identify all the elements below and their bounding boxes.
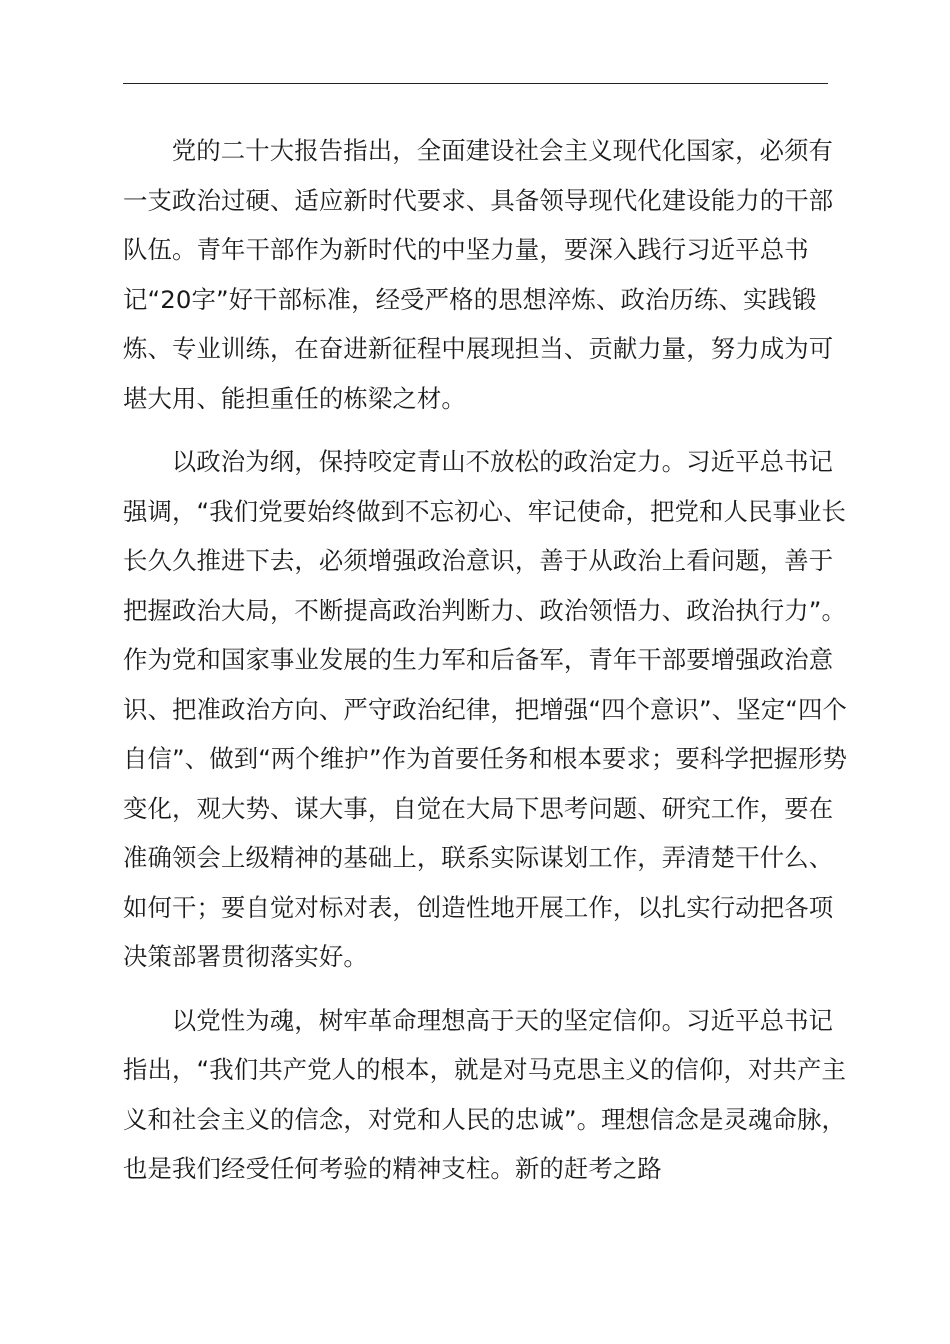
- paragraph-politics: 以政治为纲，保持咬定青山不放松的政治定力。习近平总书记强调，“我们党要始终做到不忘初心、牢记使命，把党和人民事业长长久久推进下去，必须增强政治意识，善于从政治上看问题，善于把握政治大局，不断提高政治判断力、政治领悟力、政治执行力”。作为党和国家事业发展的生力军和后备军，青年干部要增强政治意识、把准政治方向、严守政治纪律，把增强“四个意识”、坚定“四个自信”、做到“两个维护”作为首要任务和根本要求；要科学把握形势变化，观大势、谋大事，自觉在大局下思考问题、研究工作，要在准确领会上级精神的基础上，联系实际谋划工作，弄清楚干什么、如何干；要自觉对标对表，创造性地开展工作，以扎实行动把各项决策部署贯彻落实好。: [123, 447, 847, 971]
- paragraph-intro: 党的二十大报告指出，全面建设社会主义现代化国家，必须有一支政治过硬、适应新时代要求、具备领导现代化建设能力的干部队伍。青年干部作为新时代的中坚力量，要深入践行习近平总书记“20字”好干部标准，经受严格的思想淬炼、政治历练、实践锻炼、专业训练，在奋进新征程中展现担当、贡献力量，努力成为可堪大用、能担重任的栋梁之材。: [123, 136, 834, 413]
- paragraph-party-spirit: 以党性为魂，树牢革命理想高于天的坚定信仰。习近平总书记指出，“我们共产党人的根本，就是对马克思主义的信仰，对共产主义和社会主义的信念，对党和人民的忠诚”。理想信念是灵魂命脉，也是我们经受任何考验的精神支柱。新的赶考之路: [123, 1005, 846, 1183]
- header-rule: [123, 83, 828, 84]
- document-body: [123, 126, 853, 1194]
